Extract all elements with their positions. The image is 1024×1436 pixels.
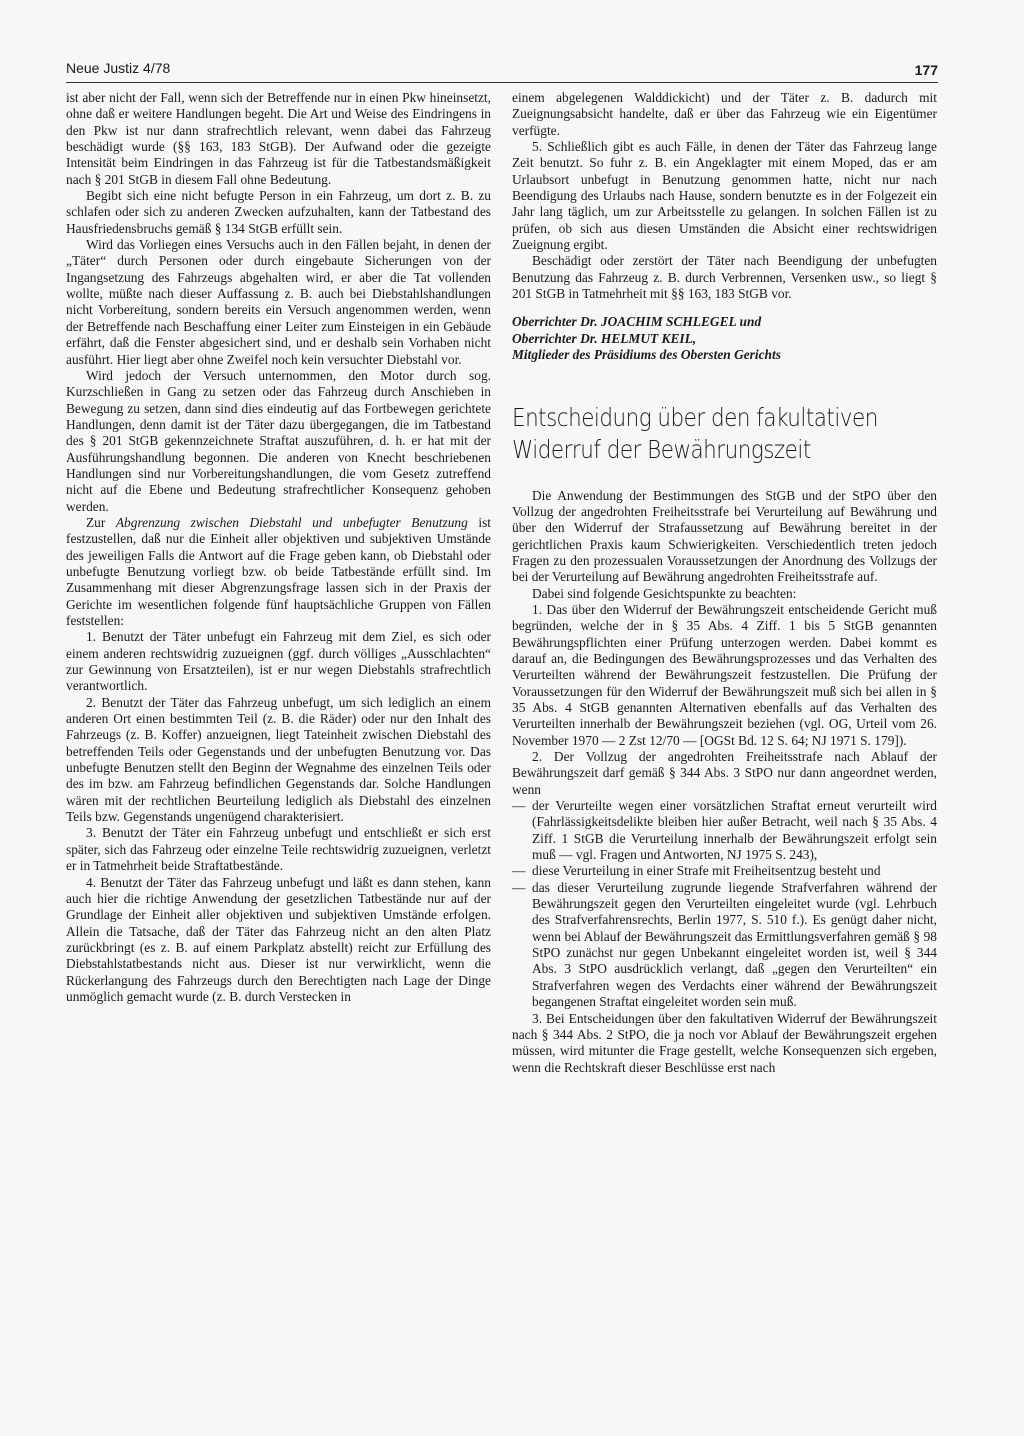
paragraph: Beschädigt oder zerstört der Täter nach Beendigung der unbefugten Benutzung das Fahrzeug z. B. durch Verbrennen, Versenken usw., so liegt § 201 StGB in Tatmehrheit mit §§ 163, 183 StGB vor.	[512, 253, 937, 302]
author-line: Mitglieder des Präsidiums des Obersten Gerichts	[512, 347, 781, 363]
text-span: Zur	[86, 514, 116, 530]
dash-list-item	[512, 798, 937, 863]
author-line: Oberrichter Dr. JOACHIM SCHLEGEL und	[512, 314, 762, 330]
paragraph: Wird das Vorliegen eines Versuchs auch in den Fällen bejaht, in denen der „Täter“ durch Personen oder durch eingebaute Sicherungen von der Ingangsetzung des Fahrzeugs abgehalten wird, er aber die Tat vollenden wollte, müßte nach dieser Auffassung z. B. auch bei Diebstahlshandlungen nicht Vorbereitung, sondern bereits ein Versuch angenommen werden, wenn der Betreffende nach Beschaffung einer Leiter zum Einsteigen in ein Gebäude erfährt, daß die Fenster abgesichert sind, und er deshalb sein Vorhaben nicht ausführt. Hier liegt aber ohne Zweifel noch kein versuchter Diebstahl vor.	[66, 237, 491, 367]
left-column	[66, 90, 491, 1005]
right-column	[512, 90, 937, 1076]
paragraph: 2. Der Vollzug der angedrohten Freiheitsstrafe nach Ablauf der Bewährungszeit darf gemäß § 344 Abs. 3 StPO nur dann angeordnet werden, wenn	[512, 749, 937, 797]
paragraph: einem abgelegenen Walddickicht) und der Täter z. B. dadurch mit Zueignungsabsicht handelte, daß er über das Fahrzeug wie ein Eigentümer verfügte.	[512, 90, 937, 138]
dash-marker: —	[512, 863, 526, 879]
journal-issue: Neue Justiz 4/78	[66, 60, 171, 76]
author-line: Oberrichter Dr. HELMUT KEIL,	[512, 330, 697, 346]
heading-line: Widerruf der Bewährungszeit	[512, 434, 811, 464]
running-head	[66, 60, 938, 83]
paragraph: 2. Benutzt der Täter das Fahrzeug unbefugt, um sich lediglich an einem anderen Ort einen bestimmten Teil (z. B. die Räder) oder nur den Inhalt des Fahrzeugs (z. B. Koffer) anzueignen, liegt Tateinheit zwischen Diebstahl des betreffenden Teils oder Gegenstands und der unbefugten Benutzung vor. Das unbefugte Benutzen stellt den Beginn der Wegnahme des einzelnen Teils oder des im bzw. am Fahrzeug befindlichen Gegenstands dar. Solche Handlungen wären mit der rechtlichen Beurteilung lediglich als Diebstahl des einzelnen Teils bzw. Gegenstands ungenügend charakterisiert.	[66, 694, 491, 825]
paragraph: 5. Schließlich gibt es auch Fälle, in denen der Täter das Fahrzeug lange Zeit benutzt. So fuhr z. B. ein Angeklagter mit einem Moped, das er am Urlaubsort unbefugt in Benutzung genommen hatte, nicht nur nach Beendigung des Urlaubs nach Hause, sondern benutzte es in der Folgezeit ein Jahr lang täglich, um zur Arbeitsstelle zu gelangen. In solchen Fällen ist zu prüfen, ob sich aus diesen Umständen die Absicht einer rechtswidrigen Zueignung ergibt.	[512, 139, 937, 253]
paragraph: Dabei sind folgende Gesichtspunkte zu beachten:	[532, 585, 797, 601]
page-number: 177	[914, 62, 938, 78]
emphasis-text: Abgrenzung zwischen Diebstahl und unbefugter Benutzung	[115, 514, 468, 530]
paragraph: 4. Benutzt der Täter das Fahrzeug unbefugt und läßt es dann stehen, kann auch hier die richtige Anwendung der gesetzlichen Tatbestände nur auf der Grundlage der Einheit aller objektiven und subjektiven Umstände erfolgen. Allein die Tatsache, daß der Täter das Fahrzeug nicht an den alten Platz zurückbringt (es z. B. auf einem Parkplatz abstellt) reicht zur Erfüllung des Diebstahlstatbestands nicht aus. Dieser ist nur verwirklicht, wenn die Rückerlangung des Fahrzeugs durch den Berechtigten nach Lage der Dinge unmöglich gemacht wurde (z. B. durch Verstecken in	[66, 874, 491, 1004]
paragraph: 3. Benutzt der Täter ein Fahrzeug unbefugt und entschließt er sich erst später, sich das Fahrzeug oder einzelne Teile rechtswidrig zuzueignen, verletzt er in Tatmehrheit beide Straftatbestände.	[66, 825, 491, 874]
list-text: diese Verurteilung in einer Strafe mit Freiheitsentzug besteht und	[532, 863, 881, 879]
dash-list-item	[512, 863, 937, 879]
dash-list-item	[512, 880, 937, 1011]
paragraph: Begibt sich eine nicht befugte Person in ein Fahrzeug, um dort z. B. zu schlafen oder sich zu anderen Zwecken aufzuhalten, kann der Tatbestand des Hausfriedensbruchs gemäß § 134 StGB erfüllt sein.	[66, 188, 491, 236]
article-heading	[512, 402, 936, 466]
text-span: ist festzustellen, daß nur die Einheit aller objektiven und subjektiven Umstände des jeweiligen Falls die Antwort auf die Frage geben kann, ob Diebstahl oder unbefugte Benutzung vorliegt bzw. ob beide Tatbestände erfüllt sind. Im Zusammenhang mit dieser Abgrenzungsfrage lassen sich in der Praxis der Gerichte im wesentlichen folgende fünf hauptsächliche Gruppen von Fällen feststellen:	[66, 514, 492, 628]
dash-marker: —	[512, 879, 526, 895]
paragraph: 3. Bei Entscheidungen über den fakultativen Widerruf der Bewährungszeit nach § 344 Abs. 2 StPO, die ja noch vor Ablauf der Bewährungszeit ergehen müssen, wird mitunter die Frage gestellt, welche Konsequenzen sich ergeben, wenn die Rechtskraft dieser Beschlüsse erst nach	[512, 1010, 937, 1075]
list-text: das dieser Verurteilung zugrunde liegende Strafverfahren während der Bewährungszeit gegen den Verurteilten eingeleitet wurde (vgl. Lehrbuch des Strafverfahrensrechts, Berlin 1977, S. 510 f.). Es genügt daher nicht, wenn bei Ablauf der Bewährungszeit das Ermittlungsverfahren gemäß § 98 StPO zunächst nur gegen Unbekannt eingeleitet worden ist, weil § 344 Abs. 3 StPO ausdrücklich verlangt, daß „gegen den Verurteilten“ ein Strafverfahren wegen des Verdachts einer während der Bewährungszeit begangenen Straftat eingeleitet worden sein muß.	[532, 879, 937, 1010]
list-text: der Verurteilte wegen einer vorsätzlichen Straftat erneut verurteilt wird (Fahrlässigkeitsdelikte bleiben hier außer Betracht, weil nach § 35 Abs. 4 Ziff. 1 StGB die Verurteilung innerhalb der Bewährungszeit erfolgt sein muß — vgl. Fragen und Antworten, NJ 1975 S. 243),	[532, 798, 937, 863]
paragraph: 1. Das über den Widerruf der Bewährungszeit entscheidende Gericht muß begründen, welche der in § 35 Abs. 4 Ziff. 1 bis 5 StGB genannten Bewährungspflichten einer Prüfung unterzogen werden. Dabei kommt es darauf an, die Bedingungen des Bewährungsprozesses und das Verhalten des Verurteilten während der Bewährungszeit festzustellen. Die Prüfung der Voraussetzungen für den Widerruf der Bewährungszeit muß sich bei allen in § 35 Abs. 4 StGB genannten Alternativen ebenfalls auf das Verhalten des Verurteilten innerhalb der Bewährungszeit beziehen (vgl. OG, Urteil vom 26. November 1970 — 2 Zst 12/70 — [OGSt Bd. 12 S. 64; NJ 1971 S. 179]).	[512, 601, 937, 748]
paragraph: Wird jedoch der Versuch unternommen, den Motor durch sog. Kurzschließen in Gang zu setzen oder das Fahrzeug durch Anschieben in Bewegung zu setzen, dann sind dies eindeutig auf das Fortbewegen gerichtete Handlungen, denn damit ist der Täter dazu übergegangen, die im Tatbestand des § 201 StGB gekennzeichnete Straftat auszuführen, d. h. er hat mit der Ausführungshandlung begonnen. Die anderen von Knecht beschriebenen Handlungen sind nur Vorbereitungshandlungen, die vom Gesetz zutreffend nicht auf die Ebene und Bedeutung strafrechtlicher Konsequenz gehoben werden.	[66, 367, 491, 514]
heading-line: Entscheidung über den fakultativen	[512, 402, 878, 432]
paragraph: 1. Benutzt der Täter unbefugt ein Fahrzeug mit dem Ziel, es sich oder einem anderen rechtswidrig zuzueignen (ggf. durch völliges „Ausschlachten“ zur Gewinnung von Ersatzteilen), ist er nur wegen Diebstahls strafrechtlich verantwortlich.	[66, 629, 491, 694]
paragraph: Die Anwendung der Bestimmungen des StGB und der StPO über den Vollzug der angedrohten Freiheitsstrafe bei Verurteilung auf Bewährung und über den Widerruf der Strafaussetzung auf Bewährung bereitet in der gerichtlichen Praxis kaum Schwierigkeiten. Verschiedentlich treten jedoch Fragen zu den prozessualen Voraussetzungen der Anordnung des Vollzugs der bei der Verurteilung auf Bewährung angedrohten Freiheitsstrafe auf.	[512, 487, 937, 585]
author-signature	[512, 314, 937, 363]
paragraph: ist aber nicht der Fall, wenn sich der Betreffende nur in einen Pkw hineinsetzt, ohne daß er weitere Handlungen begeht. Die Art und Weise des Eindringens in den Pkw ist nur dann strafrechtlich relevant, wenn dabei das Fahrzeug beschädigt wurde (§§ 163, 183 StGB). Der Aufwand oder die gezeigte Intensität beim Eindringen in das Fahrzeug ist für die Tatbestandsmäßigkeit nach § 201 StGB in diesem Fall ohne Bedeutung.	[66, 90, 491, 187]
dash-marker: —	[512, 798, 526, 814]
paragraph-distinction	[66, 515, 491, 629]
